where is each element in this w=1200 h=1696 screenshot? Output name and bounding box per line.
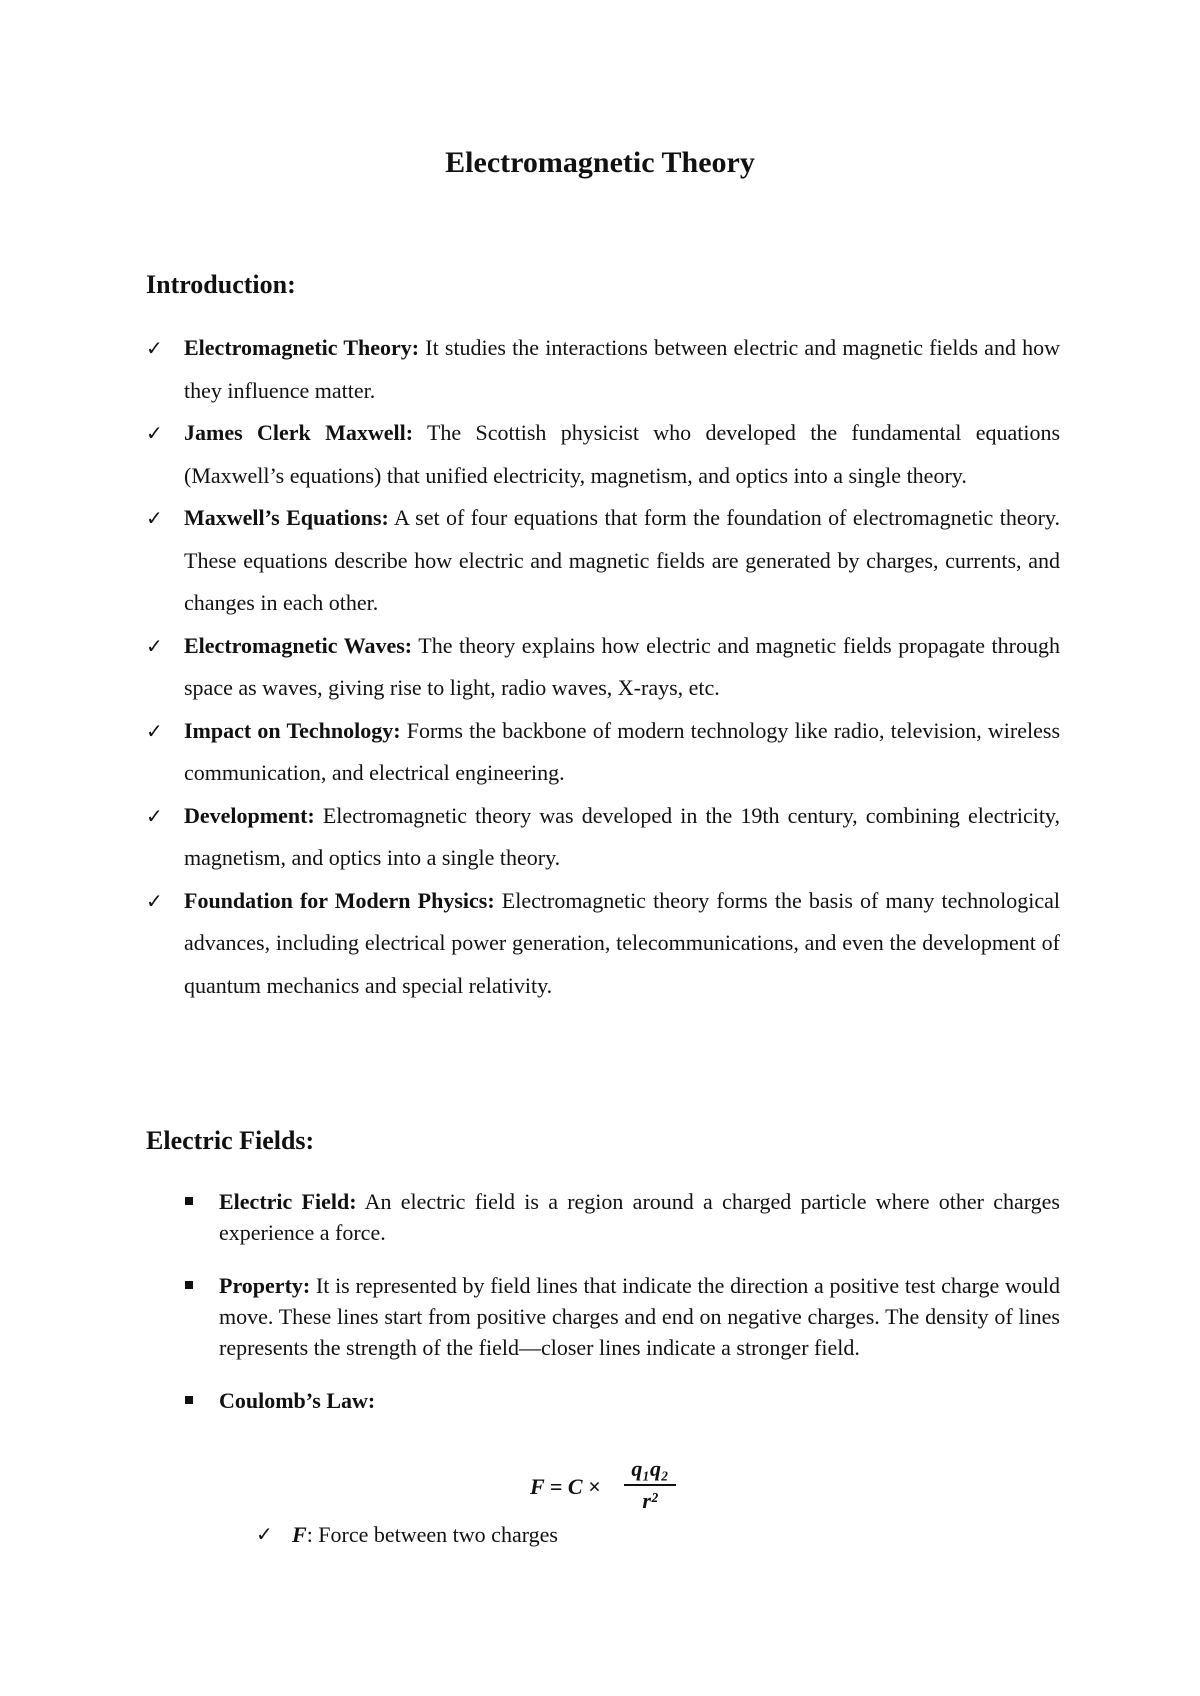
square-bullet-icon: [185, 1396, 193, 1404]
list-item: [146, 412, 1060, 497]
page-title: Electromagnetic Theory: [445, 146, 755, 179]
electric-fields-heading: Electric Fields:: [146, 1126, 315, 1155]
variable-description: : Force between two charges: [306, 1522, 558, 1547]
formula-variable-item: [256, 1522, 558, 1548]
item-text: It studies the interactions between electric and magnetic fields and how they influence matter.: [184, 335, 1061, 403]
introduction-heading: Introduction:: [146, 270, 296, 299]
square-bullet-icon: [185, 1281, 193, 1289]
item-text: A set of four equations that form the foundation of electromagnetic theory. These equations describe how electric and magnetic fields are generated by charges, currents, and changes in each other.: [184, 505, 1061, 615]
item-term: James Clerk Maxwell:: [184, 420, 414, 445]
item-term: Property:: [219, 1273, 311, 1298]
item-text: Electromagnetic theory was developed in the 19th century, combining electricity, magnetism, and optics into a single theory.: [184, 802, 1060, 870]
item-text: The Scottish physicist who developed the fundamental equations (Maxwell’s equations) that unified electricity, magnetism, and optics into a single theory.: [184, 420, 1061, 488]
formula-fraction: [620, 1456, 680, 1514]
formula-left: F = C ×: [530, 1474, 601, 1499]
list-item: [146, 625, 1060, 710]
list-item: [183, 1270, 1060, 1363]
check-icon: ✓: [146, 421, 163, 445]
item-text: Forms the backbone of modern technology like radio, television, wireless communication, and electrical engineering.: [184, 717, 1060, 785]
check-icon: ✓: [146, 888, 163, 913]
check-icon: ✓: [146, 506, 163, 530]
formula-denominator: r²: [642, 1488, 658, 1513]
variable-symbol: F: [292, 1522, 307, 1547]
check-icon: ✓: [146, 633, 163, 658]
formula-numerator: q₁q₂: [631, 1456, 669, 1481]
item-term: Coulomb’s Law:: [219, 1388, 376, 1413]
electric-fields-list: [183, 1186, 1060, 1438]
item-term: Electromagnetic Waves:: [184, 632, 413, 658]
check-icon: ✓: [146, 718, 163, 743]
check-icon: ✓: [146, 803, 163, 828]
list-item: [183, 1385, 1060, 1416]
item-text: Electromagnetic theory forms the basis of many technological advances, including electrical power generation, telecommunications, and even the development of quantum mechanics and special relativity.: [184, 887, 1060, 998]
coulombs-law-formula: [530, 1456, 690, 1516]
item-term: Maxwell’s Equations:: [184, 505, 389, 530]
item-term: Development:: [184, 802, 315, 828]
check-icon: ✓: [256, 1522, 273, 1546]
item-term: Electromagnetic Theory:: [184, 335, 420, 360]
list-item: [146, 880, 1060, 1008]
fraction-bar: [624, 1484, 676, 1486]
check-icon: ✓: [146, 336, 163, 360]
item-text: The theory explains how electric and magnetic fields propagate through space as waves, giving rise to light, radio waves, X-rays, etc.: [184, 632, 1060, 700]
item-text: An electric field is a region around a charged particle where other charges experience a force.: [219, 1189, 1060, 1245]
item-text: It is represented by field lines that indicate the direction a positive test charge would move. These lines start from positive charges and end on negative charges. The density of lines represents the strength of the field—closer lines indicate a stronger field.: [219, 1273, 1060, 1360]
item-term: Foundation for Modern Physics:: [184, 887, 495, 913]
list-item: [146, 497, 1060, 625]
list-item: [146, 795, 1060, 880]
item-term: Impact on Technology:: [184, 717, 401, 743]
introduction-list: [146, 327, 1060, 1007]
list-item: [146, 710, 1060, 795]
square-bullet-icon: [185, 1197, 193, 1205]
list-item: [146, 327, 1060, 412]
list-item: [183, 1186, 1060, 1248]
item-term: Electric Field:: [219, 1189, 357, 1214]
